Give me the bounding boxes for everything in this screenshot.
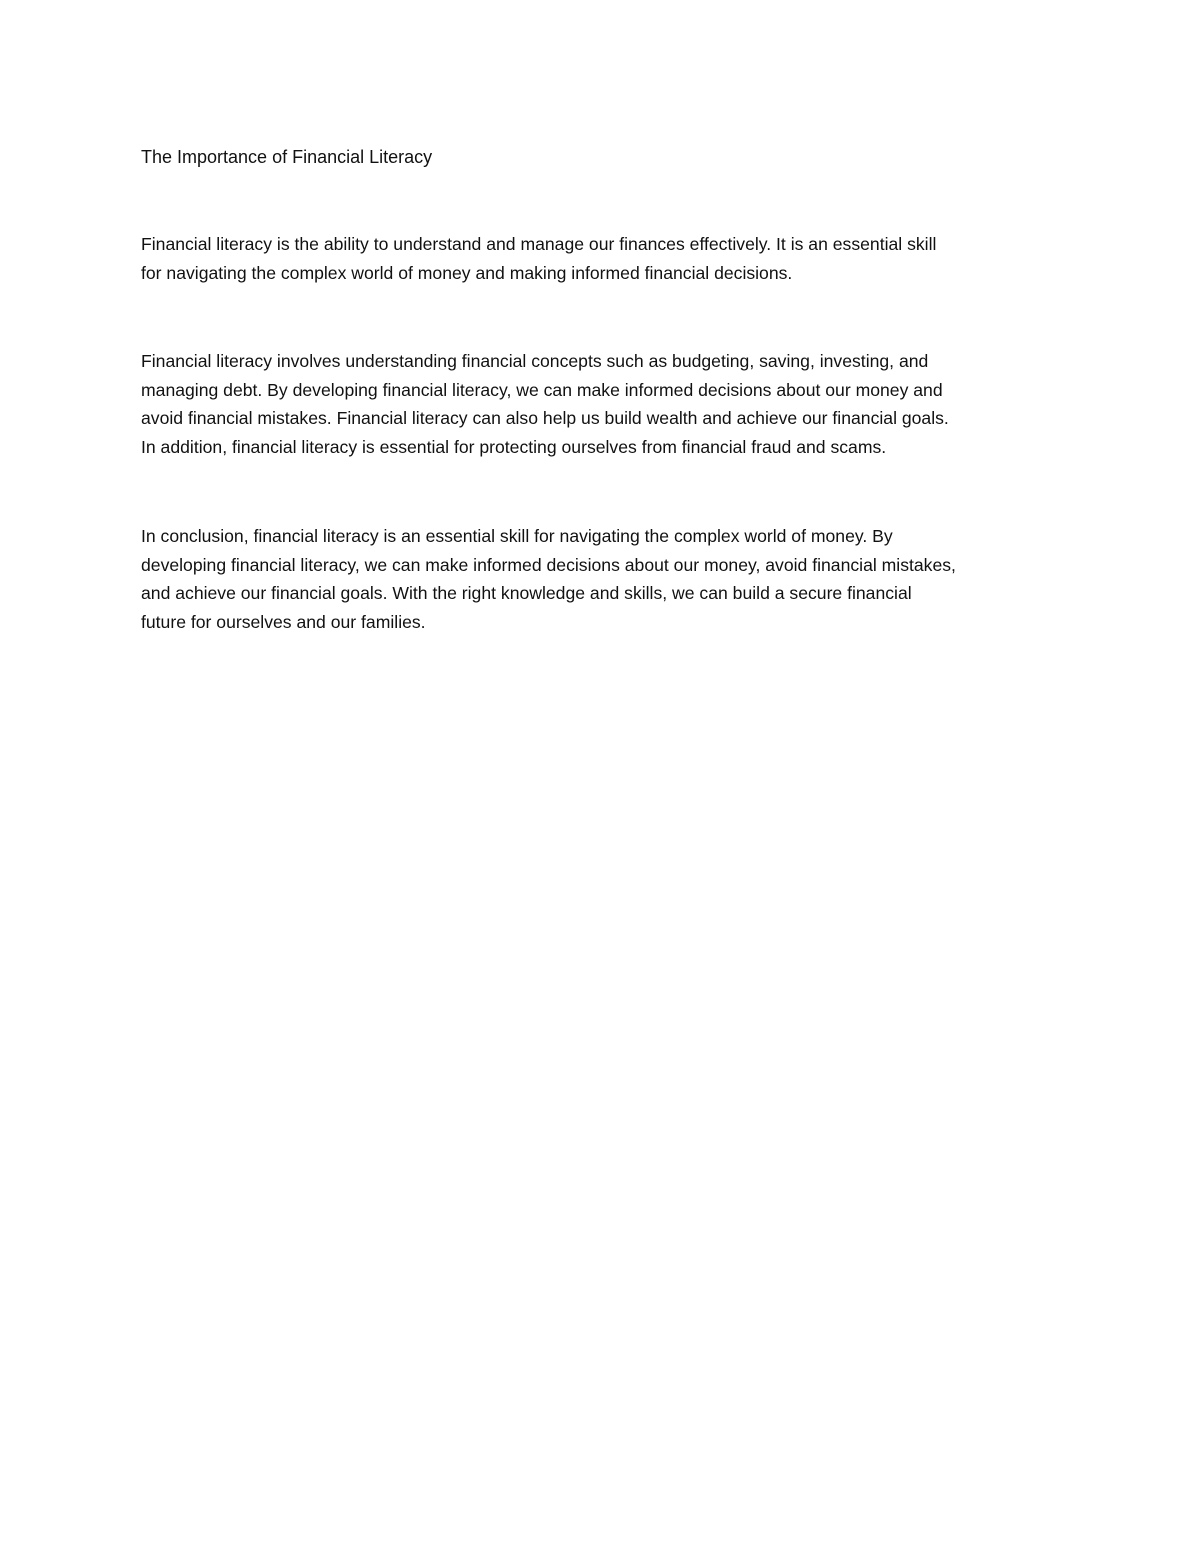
paragraph-line: and achieve our financial goals. With the right knowledge and skills, we can build a secure financial [141,583,912,603]
paragraph-line: managing debt. By developing financial literacy, we can make informed decisions about our money and [141,379,943,400]
paragraph-line: avoid financial mistakes. Financial literacy can also help us build wealth and achieve our financial goals. [141,408,949,428]
paragraph-introduction [141,230,1071,287]
paragraph-line: In addition, financial literacy is essential for protecting ourselves from financial fraud and scams. [141,436,887,457]
paragraph-line: future for ourselves and our families. [141,611,426,632]
paragraph-line: for navigating the complex world of money and making informed financial decisions. [141,262,793,283]
paragraph-line: Financial literacy involves understanding financial concepts such as budgeting, saving, investing, and [141,351,929,371]
paragraph-line: In conclusion, financial literacy is an essential skill for navigating the complex world of money. By [141,526,893,546]
paragraph-line: developing financial literacy, we can make informed decisions about our money, avoid financial mistakes, [141,554,956,575]
document-title: The Importance of Financial Literacy [141,147,433,167]
paragraph-line: Financial literacy is the ability to understand and manage our finances effectively. It is an essential skill [141,234,937,254]
paragraph-body [141,347,1071,461]
paragraph-conclusion [141,522,1071,636]
